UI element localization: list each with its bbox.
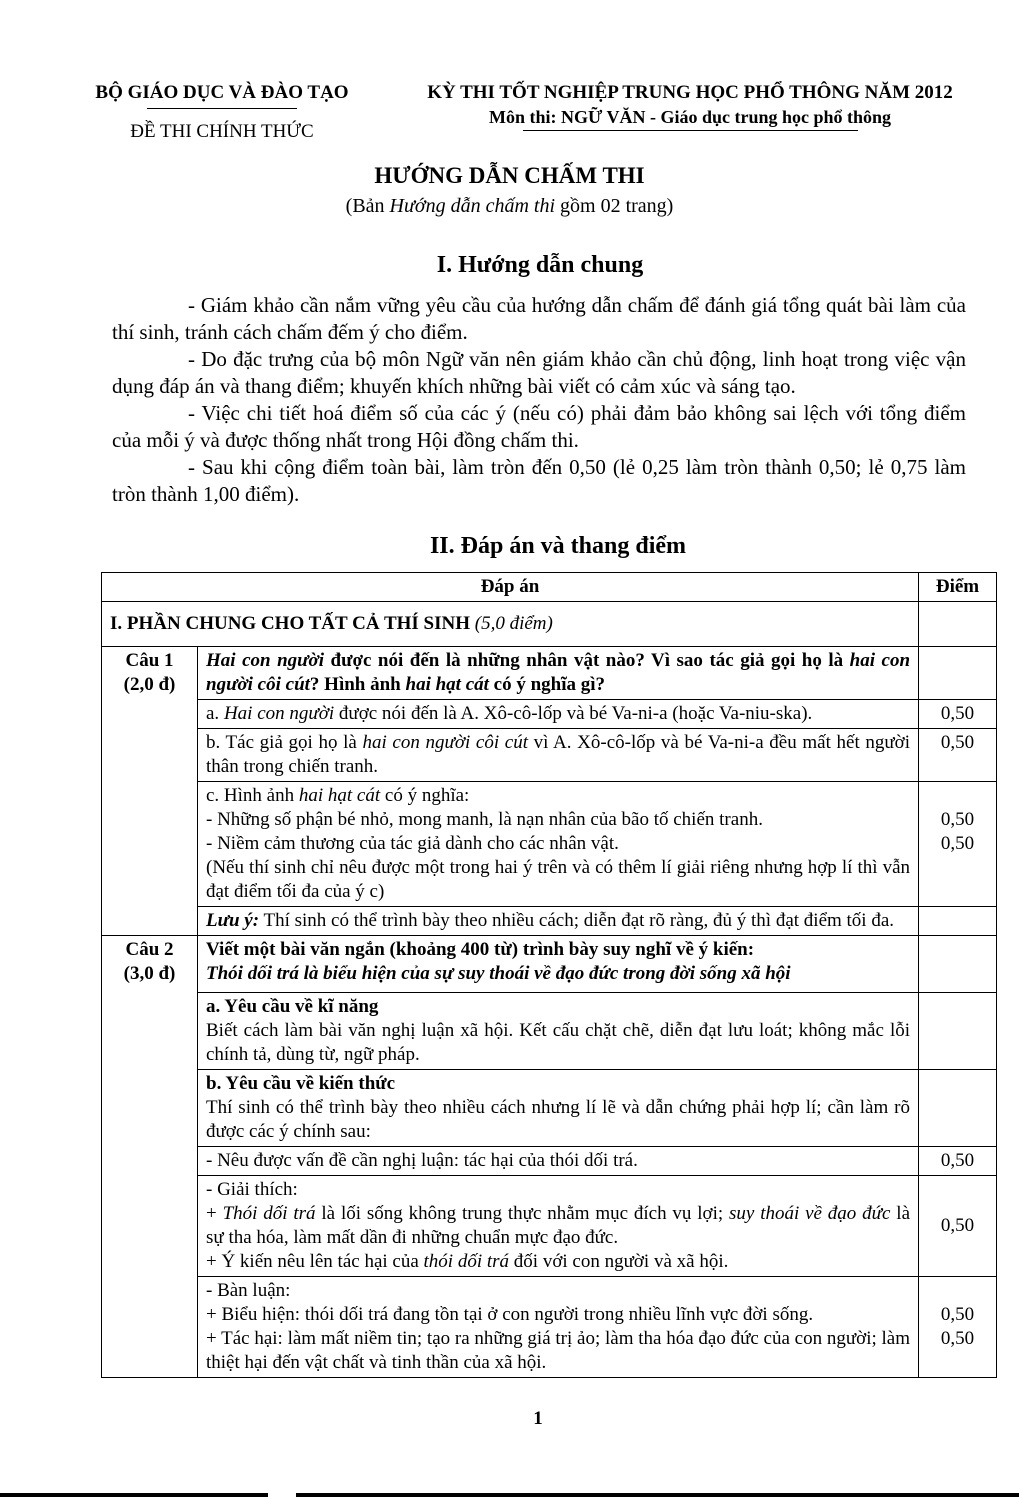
knowledge-requirement: b. Yêu cầu về kiến thức Thí sinh có thể trình bày theo nhiều cách nhưng lí lẽ và dẫn chứng phải hợp lí; cần làm rõ được các ý chính sau:	[198, 1070, 919, 1147]
footer-rule-left	[0, 1493, 268, 1497]
explanation: - Giải thích: + Thói dối trá là lối sống không trung thực nhằm mục đích vụ lợi; suy thoái về đạo đức là sự tha hóa, làm mất dần đi những chuẩn mực đạo đức. + Ý kiến nêu lên tác hại của thói dối trá đối với con người và xã hội.	[198, 1176, 919, 1277]
score-discussion: 0,50 0,50	[919, 1277, 997, 1378]
answer-column-header: Đáp án	[102, 573, 919, 602]
header-left	[72, 82, 372, 143]
guideline-paragraph: - Sau khi cộng điểm toàn bài, làm tròn đến 0,50 (lẻ 0,25 làm tròn thành 0,50; lẻ 0,75 làm tròn thành 1,00 điểm).	[112, 455, 966, 506]
question-1-prompt: Hai con người được nói đến là những nhân vật nào? Vì sao tác giả gọi họ là hai con người côi cút? Hình ảnh hai hạt cát có ý nghĩa gì?	[198, 647, 919, 700]
question-2-label: Câu 2 (3,0 đ)	[102, 936, 198, 1378]
answer-1c: c. Hình ảnh hai hạt cát có ý nghĩa: - Những số phận bé nhỏ, mong manh, là nạn nhân của bão tố chiến tranh. - Niềm cảm thương của tác giả dành cho các nhân vật. (Nếu thí sinh chỉ nêu được một trong hai ý trên và có thêm lí giải riêng nhưng hợp lí thì vẫn đạt điểm tối đa của ý c)	[198, 782, 919, 907]
answer-1b: b. Tác giả gọi họ là hai con người côi cút vì A. Xô-cô-lốp và bé Va-ni-a đều mất hết người thân trong chiến tranh.	[198, 729, 919, 782]
score-explanation: 0,50	[919, 1176, 997, 1277]
answer-table	[101, 572, 997, 1378]
table-row	[102, 700, 997, 729]
question-1-remark: Lưu ý: Thí sinh có thể trình bày theo nhiều cách; diễn đạt rõ ràng, đủ ý thì đạt điểm tối đa.	[198, 907, 919, 936]
section-2-heading: II. Đáp án và thang điểm	[429, 533, 687, 559]
document-subtitle: (Bản Hướng dẫn chấm thi gồm 02 trang)	[345, 195, 674, 217]
exam-subject: Môn thi: NGỮ VĂN - Giáo dục trung học phổ thông	[488, 107, 892, 127]
guideline-paragraph: - Giám khảo cần nắm vững yêu cầu của hướng dẫn chấm để đánh giá tổng quát bài làm của thí sinh, tránh cách chấm đếm ý cho điểm.	[112, 293, 966, 344]
discussion: - Bàn luận: + Biểu hiện: thói dối trá đang tồn tại ở con người trong nhiều lĩnh vực đời sống. + Tác hại: làm mất niềm tin; tạo ra những giá trị ảo; làm tha hóa đạo đức của con người; làm thiệt hại đến vật chất và tinh thần của xã hội.	[198, 1277, 919, 1378]
table-row	[102, 993, 997, 1070]
question-2-prompt: Viết một bài văn ngắn (khoảng 400 từ) trình bày suy nghĩ về ý kiến: Thói dối trá là biểu hiện của sự suy thoái về đạo đức trong đời sống xã hội	[198, 936, 919, 993]
part-1-row	[102, 602, 997, 647]
table-row	[102, 907, 997, 936]
guideline-paragraph: - Việc chi tiết hoá điểm số của các ý (nếu có) phải đảm bảo không sai lệch với tổng điểm của mỗi ý và được thống nhất trong Hội đồng chấm thi.	[112, 401, 966, 452]
table-header-row	[102, 573, 997, 602]
ministry-name: BỘ GIÁO DỤC VÀ ĐÀO TẠO	[95, 82, 349, 103]
footer-rule-right	[296, 1493, 1019, 1497]
general-guidelines	[112, 292, 966, 508]
issue-statement: - Nêu được vấn đề cần nghị luận: tác hại của thói dối trá.	[198, 1147, 919, 1176]
part-1-label: I. PHẦN CHUNG CHO TẤT CẢ THÍ SINH (5,0 điểm)	[102, 602, 919, 647]
table-row	[102, 936, 997, 993]
official-label: ĐỀ THI CHÍNH THỨC	[130, 121, 314, 142]
score-column-header: Điểm	[919, 573, 997, 602]
document-title: HƯỚNG DẪN CHẤM THI	[374, 163, 645, 188]
ministry-underline	[147, 108, 297, 109]
table-row	[102, 729, 997, 782]
score-issue: 0,50	[919, 1147, 997, 1176]
subject-underline	[523, 130, 858, 131]
skills-requirement: a. Yêu cầu về kĩ năng Biết cách làm bài văn nghị luận xã hội. Kết cấu chặt chẽ, diễn đạt lưu loát; không mắc lỗi chính tả, dùng từ, ngữ pháp.	[198, 993, 919, 1070]
answer-1a: a. Hai con người được nói đến là A. Xô-cô-lốp và bé Va-ni-a (hoặc Va-niu-ska).	[198, 700, 919, 729]
table-row	[102, 1277, 997, 1378]
guideline-paragraph: - Do đặc trưng của bộ môn Ngữ văn nên giám khảo cần chủ động, linh hoạt trong việc vận dụng đáp án và thang điểm; khuyến khích những bài viết có cảm xúc và sáng tạo.	[112, 347, 966, 398]
header-right	[385, 82, 995, 131]
table-row	[102, 1147, 997, 1176]
table-row	[102, 647, 997, 700]
exam-name: KỲ THI TỐT NGHIỆP TRUNG HỌC PHỔ THÔNG NĂM 2012	[427, 82, 953, 103]
score-1b: 0,50	[919, 729, 997, 782]
table-row	[102, 1070, 997, 1147]
score-1a: 0,50	[919, 700, 997, 729]
score-1c: 0,50 0,50	[919, 782, 997, 907]
question-1-label: Câu 1 (2,0 đ)	[102, 647, 198, 936]
table-row	[102, 1176, 997, 1277]
section-1-heading: I. Hướng dẫn chung	[436, 252, 644, 278]
table-row	[102, 782, 997, 907]
page-number: 1	[533, 1408, 543, 1429]
